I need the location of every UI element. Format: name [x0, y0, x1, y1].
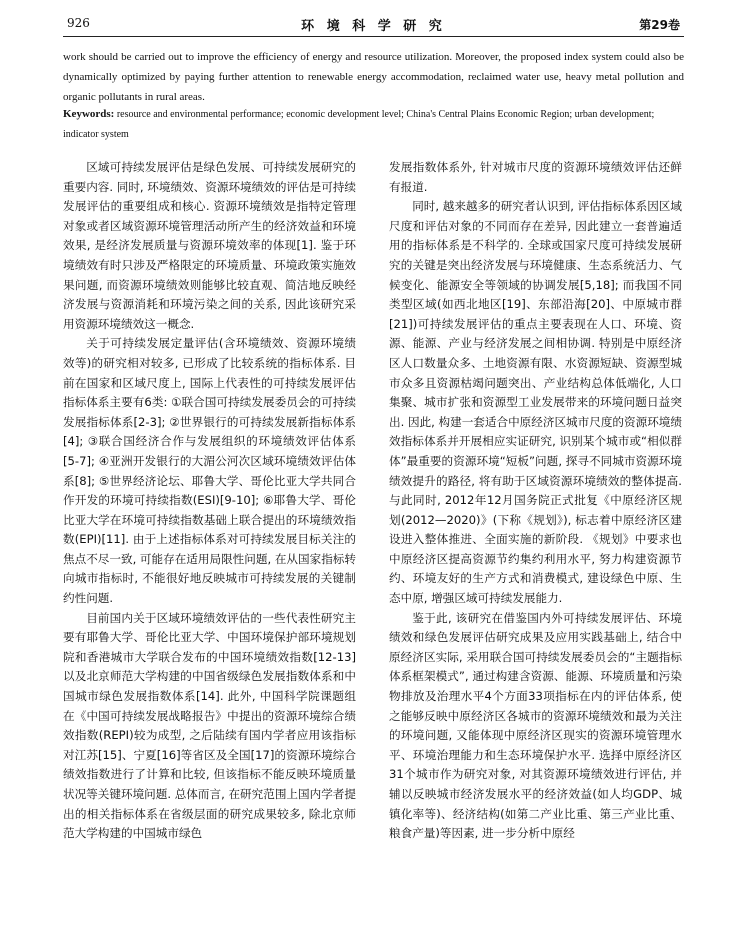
running-header [63, 14, 684, 37]
body-paragraph: 区域可持续发展评估是绿色发展、可持续发展研究的重要内容. 同时, 环境绩效、资源环境绩效的评估是可持续发展评估的重要组成和核心. 资源环境绩效是指特定管理对象或者区域资源环境管理活动所产生的经济效益和环境效果, 是经济发展质量与资源环境效率的体现[1]. 鉴于环境绩效有时只涉及严格限定的环境质量、环境政策实施效果问题, 而资源环境绩效则能够比较直观、简洁地反映经济发展与资源消耗和环境污染之间的关系, 因此该研究采用资源环境绩效这一概念. [63, 160, 356, 331]
volume-label: 第29卷 [639, 18, 680, 32]
keywords-label: Keywords: [63, 108, 115, 120]
body-paragraph: 发展指数体系外, 针对城市尺度的资源环境绩效评估还鲜有报道. [389, 160, 682, 194]
keywords-block [63, 104, 684, 145]
keywords-text: resource and environmental performance; economic development level; China's Central Plains Economic Region; urban development; indicator system [63, 109, 655, 140]
right-column [389, 158, 682, 844]
body-paragraph: 鉴于此, 该研究在借鉴国内外可持续发展评估、环境绩效和绿色发展评估研究成果及应用实践基础上, 结合中原经济区实际, 采用联合国可持续发展委员会的“主题指标体系框架模式”, 通过构建含资源、能源、环境质量和污染物排放及治理水平4个方面33项指标在内的评估体系, 使之能够反映中原经济区各城市的资源环境绩效和最为关注的环境问题, 又能体现中原经济区现实的资源环境管理水平、环境治理能力和生态环境保护水平. 选择中原经济区31个城市作为研究对象, 对其资源环境绩效进行评估, 并辅以反映城市经济发展水平的经济效益(如人均GDP、城镇化率等)、经济结构(如第二产业比重、第三产业比重、粮食产量)等因素, 进一步分析中原经 [389, 610, 682, 841]
body-paragraph: 关于可持续发展定量评估(含环境绩效、资源环境绩效等)的研究相对较多, 已形成了比较系统的指标体系. 目前在国家和区域尺度上, 国际上代表性的可持续发展评估指标体系主要有6类: ①联合国可持续发展委员会的可持续发展指标体系[2-3]; ②世界银行的可持续发展新指标体系[4]; ③联合国经济合作与发展组织的环境绩效评估体系[5-7]; ④亚洲开发银行的大湄公河次区域环境绩效评估体系[8]; ⑤世界经济论坛、耶鲁大学、哥伦比亚大学共同合作开发的环境可持续指数(ESI)[9-10]; ⑥耶鲁大学、哥伦比亚大学在环境可持续指数基础上联合提出的环境绩效指数(EPI)[11]. 由于上述指标体系对可持续发展目标关注的焦点不尽一致, 可能存在适用局限性问题, 在从国家指标转向城市指标时, 不能很好地反映城市可持续发展的关键制约性问题. [63, 336, 356, 606]
abstract-tail: work should be carried out to improve the efficiency of energy and resource utilization. Moreover, the proposed index system could also be dynamically optimized by paying further attention to renewable energy accommodation, reclaimed water use, heavy metal pollution and organic pollutants in rural areas. [63, 51, 684, 103]
page-number: 926 [67, 16, 90, 30]
body-paragraph: 目前国内关于区域环境绩效评估的一些代表性研究主要有耶鲁大学、哥伦比亚大学、中国环境保护部环境规划院和香港城市大学联合发布的中国环境绩效指数[12-13]以及北京师范大学构建的中国省级绿色发展指数体系和中国城市绿色发展指数体系[14]. 此外, 中国科学院课题组在《中国可持续发展战略报告》中提出的资源环境综合绩效指数(REPI)较为成型, 之后陆续有国内学者应用该指标对江苏[15]、宁夏[16]等省区及全国[17]的资源环境综合绩效指数进行了计算和比较, 但该指标不能反映环境质量状况等关键环境问题. 总体而言, 在研究范围上国内学者提出的相关指标体系在省级层面的研究成果较多, 除北京师范大学构建的中国城市绿色 [63, 610, 356, 841]
left-column [63, 158, 356, 844]
journal-title: 环 境 科 学 研 究 [301, 19, 446, 34]
body-paragraph: 同时, 越来越多的研究者认识到, 评估指标体系因区域尺度和评估对象的不同而存在差异, 因此建立一套普遍适用的指标体系是不科学的. 全球或国家尺度可持续发展研究的关键是突出经济发展与环境健康、生态系统活力、气候变化、能源安全等领域的协调发展[5,18]; 而我国不同类型区域(如西北地区[19]、东部沿海[20]、中原城市群[21])可持续发展评估的重点主要表现在人口、环境、资源、能源、产业与经济发展之间相协调. 特别是中原经济区人口数量众多、土地资源有限、水资源短缺、资源型城市众多且资源枯竭问题突出、产业结构总体低端化, 人口集聚、城市扩张和资源型工业发展带来的环境问题日益突出. 因此, 构建一套适合中原经济区城市尺度的资源环境绩效指标体系并开展相应实证研究, 识别某个城市或“相似群体”最重要的资源环境“短板”问题, 探寻不同城市资源环境绩效提升的路径, 将有助于区域资源环境绩效的整体提高. 与此同时, 2012年12月国务院正式批复《中原经济区规划(2012—2020)》(下称《规划》), 标志着中原经济区建设进入整体推进、全面实施的新阶段. 《规划》中要求也中原经济区提高资源节约集约利用水平, 努力构建资源节约、环境友好的生产方式和消费模式, 建设绿色中原、生态中原, 增强区域可持续发展能力. [389, 199, 682, 606]
